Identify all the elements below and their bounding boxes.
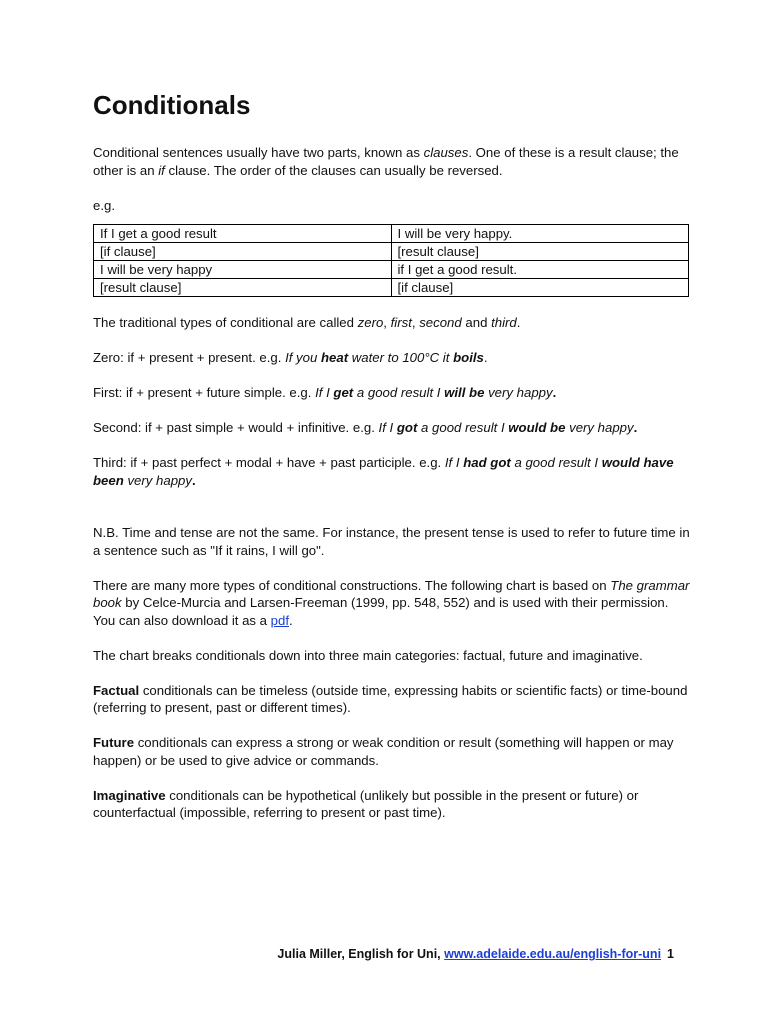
intro-paragraph — [93, 144, 693, 179]
zero-example-part: water to 100°C it — [348, 350, 454, 365]
nb-paragraph: N.B. Time and tense are not the same. For instance, the present tense is used to refer to future time in a sentence such as "If it rains, I will go". — [93, 525, 690, 558]
second-example-part: a good result I — [417, 420, 509, 435]
second-lead: Second: if + past simple + would + infinitive. e.g. — [93, 420, 379, 435]
intro-if-term: if — [158, 162, 165, 178]
chart-paragraph: The chart breaks conditionals down into three main categories: factual, future and imaginative. — [93, 647, 643, 663]
first-example-part: a good result I — [353, 385, 445, 400]
table-cell: [result clause] — [391, 243, 689, 261]
table-row — [94, 225, 689, 243]
second-example-part: If I — [378, 420, 397, 435]
second-end: . — [633, 420, 638, 435]
intro-text-2: . One of these is a result clause; the other is an — [93, 145, 679, 178]
factual-term: Factual — [93, 682, 140, 698]
zero-lead: Zero: if + present + present. e.g. — [93, 350, 286, 365]
more-text-1: There are many more types of conditional constructions. The following chart is based on — [93, 577, 611, 593]
types-end: . — [516, 315, 521, 330]
table-cell: If I get a good result — [94, 225, 392, 243]
types-paragraph — [93, 314, 693, 332]
table-cell: [if clause] — [94, 243, 392, 261]
book-title: The grammar book — [93, 577, 690, 610]
pdf-link[interactable]: pdf — [270, 612, 290, 628]
table-cell: if I get a good result. — [391, 261, 689, 279]
type-third-term: third — [491, 315, 517, 330]
first-conditional — [93, 384, 693, 402]
page-title: Conditionals — [93, 90, 251, 120]
table-cell: I will be very happy. — [391, 225, 689, 243]
table-row — [94, 279, 689, 297]
clause-table — [93, 224, 689, 297]
intro-text-3: clause. The order of the clauses can usually be reversed. — [164, 162, 503, 178]
second-conditional — [93, 419, 693, 437]
third-example-part: a good result I — [510, 455, 602, 470]
more-text-2: by Celce-Murcia and Larsen-Freeman (1999, pp. 548, 552) and is used with their permission. You can also download it as a — [93, 595, 669, 628]
document-body — [93, 88, 693, 822]
type-zero-term: zero — [357, 315, 384, 330]
future-term: Future — [93, 735, 135, 750]
first-lead: First: if + present + future simple. e.g. — [93, 385, 316, 400]
page-footer — [0, 947, 674, 961]
second-example-bold: got — [396, 420, 418, 435]
zero-example-part: If you — [285, 350, 321, 365]
table-row — [94, 243, 689, 261]
third-example-bold: had got — [463, 455, 511, 470]
type-second-term: second — [419, 315, 462, 330]
first-end: . — [552, 385, 557, 400]
table-cell: [if clause] — [391, 279, 689, 297]
table-row — [94, 261, 689, 279]
second-example-part: very happy — [565, 420, 634, 435]
third-lead: Third: if + past perfect + modal + have + past participle. e.g. — [93, 455, 445, 470]
imaginative-text: conditionals can be hypothetical (unlikely but possible in the present or future) or counterfactual (impossible, referring to present or past time). — [93, 787, 639, 820]
intro-clauses-term: clauses — [423, 145, 469, 160]
imaginative-term: Imaginative — [93, 787, 166, 803]
future-text: conditionals can express a strong or weak condition or result (something will happen or may happen) or be used to give advice or commands. — [93, 735, 674, 768]
third-example-bold: would have been — [93, 455, 674, 488]
zero-example-bold: boils — [453, 350, 484, 365]
zero-example-bold: heat — [320, 350, 349, 365]
first-example-bold: get — [333, 385, 354, 400]
factual-paragraph — [93, 682, 693, 717]
example-label: e.g. — [93, 197, 115, 213]
imaginative-paragraph — [93, 787, 693, 822]
zero-example — [285, 350, 484, 365]
second-example-bold: would be — [508, 420, 566, 435]
first-example-part: If I — [315, 385, 334, 400]
more-end: . — [289, 612, 293, 628]
table-cell: I will be very happy — [94, 261, 392, 279]
intro-text-1: Conditional sentences usually have two parts, known as — [93, 145, 424, 160]
second-example — [379, 420, 634, 435]
table-cell: [result clause] — [94, 279, 392, 297]
factual-text: conditionals can be timeless (outside time, expressing habits or scientific facts) or time-bound (referring to present, past or different times). — [93, 682, 688, 715]
zero-conditional — [93, 349, 693, 367]
future-paragraph — [93, 734, 693, 769]
footer-author: Julia Miller, English for Uni, — [277, 947, 445, 961]
types-and: and — [461, 315, 492, 330]
type-first-term: first — [390, 315, 412, 330]
first-example-part: very happy — [484, 385, 553, 400]
first-example-bold: will be — [444, 385, 485, 400]
third-end: . — [191, 472, 196, 488]
types-comma: , — [383, 315, 391, 330]
third-example-part: very happy — [123, 472, 192, 488]
types-comma: , — [411, 315, 420, 330]
first-example — [315, 385, 553, 400]
types-text: The traditional types of conditional are called — [93, 315, 358, 330]
page-number: 1 — [667, 947, 674, 961]
third-conditional — [93, 454, 693, 489]
zero-end: . — [483, 350, 488, 365]
more-paragraph — [93, 577, 693, 630]
footer-website-link[interactable]: www.adelaide.edu.au/english-for-uni — [444, 947, 662, 961]
third-example-part: If I — [444, 455, 464, 470]
